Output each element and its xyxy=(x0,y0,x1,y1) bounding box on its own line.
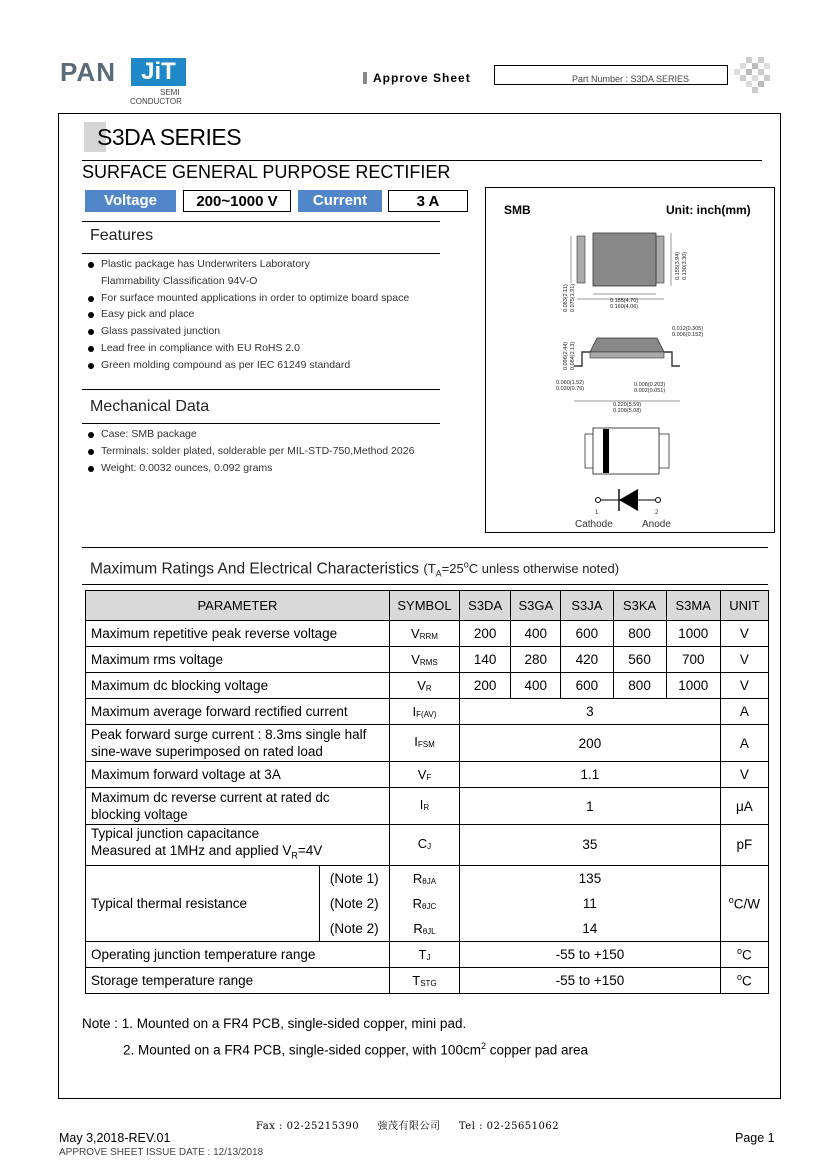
ratings-table xyxy=(85,590,769,994)
value-cell: 1 xyxy=(460,788,721,825)
value-cell: 1000 xyxy=(666,621,720,647)
header-s3ja: S3JA xyxy=(561,591,613,621)
footer-date-rev: May 3,2018-REV.01 xyxy=(59,1131,171,1145)
dim-text: 0.155(3.94) xyxy=(675,251,681,280)
header-unit: UNIT xyxy=(720,591,768,621)
value-cell: 1.1 xyxy=(460,762,721,788)
value-cell: -55 to +150 xyxy=(460,967,721,993)
value-cell: 14 xyxy=(460,916,721,942)
value-cell: 800 xyxy=(613,621,666,647)
features-top-rule xyxy=(82,221,440,222)
dim-text: 0.075(1.91) xyxy=(570,283,576,312)
mechanical-bottom-rule xyxy=(82,423,440,424)
param-cell: Peak forward surge current : 8.3ms single half sine-wave superimposed on rated load xyxy=(86,725,390,762)
unit-cell: V xyxy=(720,647,768,673)
note-cell: (Note 1) xyxy=(319,865,389,891)
package-outline-diagram xyxy=(486,188,774,532)
dim-text: 0.160(4.06) xyxy=(610,304,639,310)
page-title: S3DA SERIES xyxy=(97,124,242,150)
feature-item: Lead free in compliance with EU RoHS 2.0 xyxy=(87,340,447,357)
value-cell: 135 xyxy=(460,865,721,891)
unit-cell: A xyxy=(720,725,768,762)
title-divider xyxy=(82,160,762,161)
notes-block xyxy=(82,1013,588,1062)
mechanical-list xyxy=(87,426,447,476)
mechanical-top-rule xyxy=(82,389,440,390)
param-cell: Storage temperature range xyxy=(86,967,390,993)
page-number: Page 1 xyxy=(735,1131,775,1145)
note-line-1: Note : 1. Mounted on a FR4 PCB, single-sided copper, mini pad. xyxy=(82,1016,467,1031)
ratings-top-rule xyxy=(82,547,768,548)
symbol-cell: $R_{\theta JL}$ xyxy=(389,916,459,942)
param-cell: Maximum forward voltage at 3A xyxy=(86,762,390,788)
symbol-cell: $I_{F(AV)}$ xyxy=(389,699,459,725)
symbol-cell: $T_{STG}$ xyxy=(389,967,459,993)
param-cell: Maximum rms voltage xyxy=(86,647,390,673)
value-cell: 11 xyxy=(460,891,721,916)
table-row xyxy=(86,673,769,699)
table-row xyxy=(86,865,769,891)
approve-sheet-label: Approve Sheet xyxy=(373,71,471,85)
value-cell: 700 xyxy=(666,647,720,673)
mechanical-title: Mechanical Data xyxy=(90,398,210,415)
approve-bar-icon xyxy=(363,72,367,84)
value-cell: 200 xyxy=(460,621,511,647)
value-cell: 600 xyxy=(561,621,613,647)
symbol-cell: $R_{\theta JC}$ xyxy=(389,891,459,916)
symbol-cell: $C_J$ xyxy=(389,825,459,866)
dim-text: 0.200(5.08) xyxy=(613,408,642,414)
table-row xyxy=(86,762,769,788)
table-row xyxy=(86,621,769,647)
unit-cell: $^o$C xyxy=(720,941,768,967)
mechanical-item: Weight: 0.0032 ounces, 0.092 grams xyxy=(87,460,447,477)
part-number-box: Part Number : S3DA SERIES xyxy=(494,65,728,85)
header-s3ma: S3MA xyxy=(666,591,720,621)
dim-text: 0.006(0.152) xyxy=(672,332,704,338)
current-value: 3 A xyxy=(388,190,468,212)
voltage-label: Voltage xyxy=(85,190,176,212)
unit-cell: A xyxy=(720,699,768,725)
param-cell: Maximum dc reverse current at rated dc blocking voltage xyxy=(86,788,390,825)
param-cell: Typical thermal resistance xyxy=(86,865,320,941)
logo-semi-text: SEMI xyxy=(160,88,180,97)
table-row xyxy=(86,825,769,866)
mechanical-item: Terminals: solder plated, solderable per MIL-STD-750,Method 2026 xyxy=(87,443,447,460)
logo-conductor-text: CONDUCTOR xyxy=(130,97,182,106)
table-row xyxy=(86,941,769,967)
value-cell: 400 xyxy=(511,621,561,647)
value-cell: 1000 xyxy=(666,673,720,699)
pin2-label: 2 xyxy=(655,510,659,516)
value-cell: 280 xyxy=(511,647,561,673)
footer-issue-date: APPROVE SHEET ISSUE DATE : 12/13/2018 xyxy=(59,1147,264,1158)
value-cell: -55 to +150 xyxy=(460,941,721,967)
unit-cell: $^o$C/W xyxy=(720,865,768,941)
symbol-cell: $T_J$ xyxy=(389,941,459,967)
feature-item: Easy pick and place xyxy=(87,306,447,323)
feature-item: Plastic package has Underwriters Laboratory xyxy=(87,256,447,273)
ratings-title-text: Maximum Ratings And Electrical Characteristics xyxy=(90,560,420,578)
checker-pattern-icon xyxy=(734,57,770,93)
pin1-label: 1 xyxy=(595,510,599,516)
unit-cell: pF xyxy=(720,825,768,866)
value-cell: 200 xyxy=(460,725,721,762)
dim-text: 0.096(2.44) xyxy=(563,341,569,370)
table-row xyxy=(86,725,769,762)
value-cell: 420 xyxy=(561,647,613,673)
package-name: SMB xyxy=(504,203,531,217)
page-subtitle: SURFACE GENERAL PURPOSE RECTIFIER xyxy=(82,162,451,182)
current-label: Current xyxy=(298,190,382,212)
symbol-cell: $R_{\theta JA}$ xyxy=(389,865,459,891)
value-cell: 35 xyxy=(460,825,721,866)
logo-jit-badge: JiT xyxy=(131,58,186,86)
value-cell: 800 xyxy=(613,673,666,699)
dim-text: 0.012(0.305) xyxy=(672,326,704,332)
table-row xyxy=(86,788,769,825)
table-header-row xyxy=(86,591,769,621)
symbol-cell: $V_{RMS}$ xyxy=(389,647,459,673)
table-row xyxy=(86,647,769,673)
table-row xyxy=(86,967,769,993)
value-cell: 140 xyxy=(460,647,511,673)
unit-cell: V xyxy=(720,673,768,699)
symbol-cell: $V_{RRM}$ xyxy=(389,621,459,647)
param-cell: Typical junction capacitance Measured at 1MHz and applied $V_R=4V$ xyxy=(86,825,390,866)
header-s3ga: S3GA xyxy=(511,591,561,621)
unit-cell: V xyxy=(720,621,768,647)
value-cell: 3 xyxy=(460,699,721,725)
value-cell: 200 xyxy=(460,673,511,699)
dim-text: 0.220(5.59) xyxy=(613,402,642,408)
features-title: Features xyxy=(90,227,154,244)
dim-text: 0.084(2.13) xyxy=(570,341,576,370)
feature-item: Green molding compound as per IEC 61249 standard xyxy=(87,357,447,374)
header-s3da: S3DA xyxy=(460,591,511,621)
logo-pan-text: PAN xyxy=(60,57,116,87)
dim-text: 0.002(0.051) xyxy=(634,388,666,394)
voltage-value: 200~1000 V xyxy=(183,190,291,212)
dim-text: 0.083(2.11) xyxy=(563,284,569,312)
value-cell: 600 xyxy=(561,673,613,699)
ratings-condition: ($T_A=25^oC$ unless otherwise noted) xyxy=(423,560,620,579)
dim-text: 0.130(3.30) xyxy=(682,251,688,280)
param-cell: Maximum dc blocking voltage xyxy=(86,673,390,699)
unit-cell: $^o$C xyxy=(720,967,768,993)
symbol-cell: $I_R$ xyxy=(389,788,459,825)
unit-cell: μA xyxy=(720,788,768,825)
header-s3ka: S3KA xyxy=(613,591,666,621)
features-bottom-rule xyxy=(82,253,440,254)
header-symbol: SYMBOL xyxy=(389,591,459,621)
mechanical-item: Case: SMB package xyxy=(87,426,447,443)
feature-item: Flammability Classification 94V-O xyxy=(101,274,258,287)
package-unit: Unit: inch(mm) xyxy=(666,203,751,217)
param-cell: Operating junction temperature range xyxy=(86,941,390,967)
symbol-cell: $V_R$ xyxy=(389,673,459,699)
param-cell: Maximum repetitive peak reverse voltage xyxy=(86,621,390,647)
ratings-title xyxy=(90,560,619,579)
dim-text: 0.185(4.70) xyxy=(610,298,639,304)
symbol-cell: $V_F$ xyxy=(389,762,459,788)
note-line-2: 2. Mounted on a FR4 PCB, single-sided copper, with $100cm^2$ copper pad area xyxy=(123,1041,589,1058)
ratings-bottom-rule xyxy=(82,584,768,585)
cathode-label: Cathode xyxy=(575,519,613,530)
value-cell: 400 xyxy=(511,673,561,699)
features-list xyxy=(87,256,447,374)
dim-text: 0.008(0.203) xyxy=(634,382,666,388)
package-drawing-box xyxy=(485,187,775,533)
table-row xyxy=(86,699,769,725)
dim-text: 0.060(1.52) xyxy=(556,380,585,386)
feature-item: For surface mounted applications in order to optimize board space xyxy=(87,290,447,307)
param-cell: Maximum average forward rectified current xyxy=(86,699,390,725)
header-parameter: PARAMETER xyxy=(86,591,390,621)
note-cell: (Note 2) xyxy=(319,891,389,916)
footer-contact: Fax : 02-25215390 強茂有限公司 Tel : 02-25651062 xyxy=(256,1121,560,1132)
symbol-cell: $I_{FSM}$ xyxy=(389,725,459,762)
dim-text: 0.030(0.76) xyxy=(556,386,585,392)
unit-cell: V xyxy=(720,762,768,788)
anode-label: Anode xyxy=(642,519,671,530)
feature-item: Glass passivated junction xyxy=(87,323,447,340)
value-cell: 560 xyxy=(613,647,666,673)
note-cell: (Note 2) xyxy=(319,916,389,942)
